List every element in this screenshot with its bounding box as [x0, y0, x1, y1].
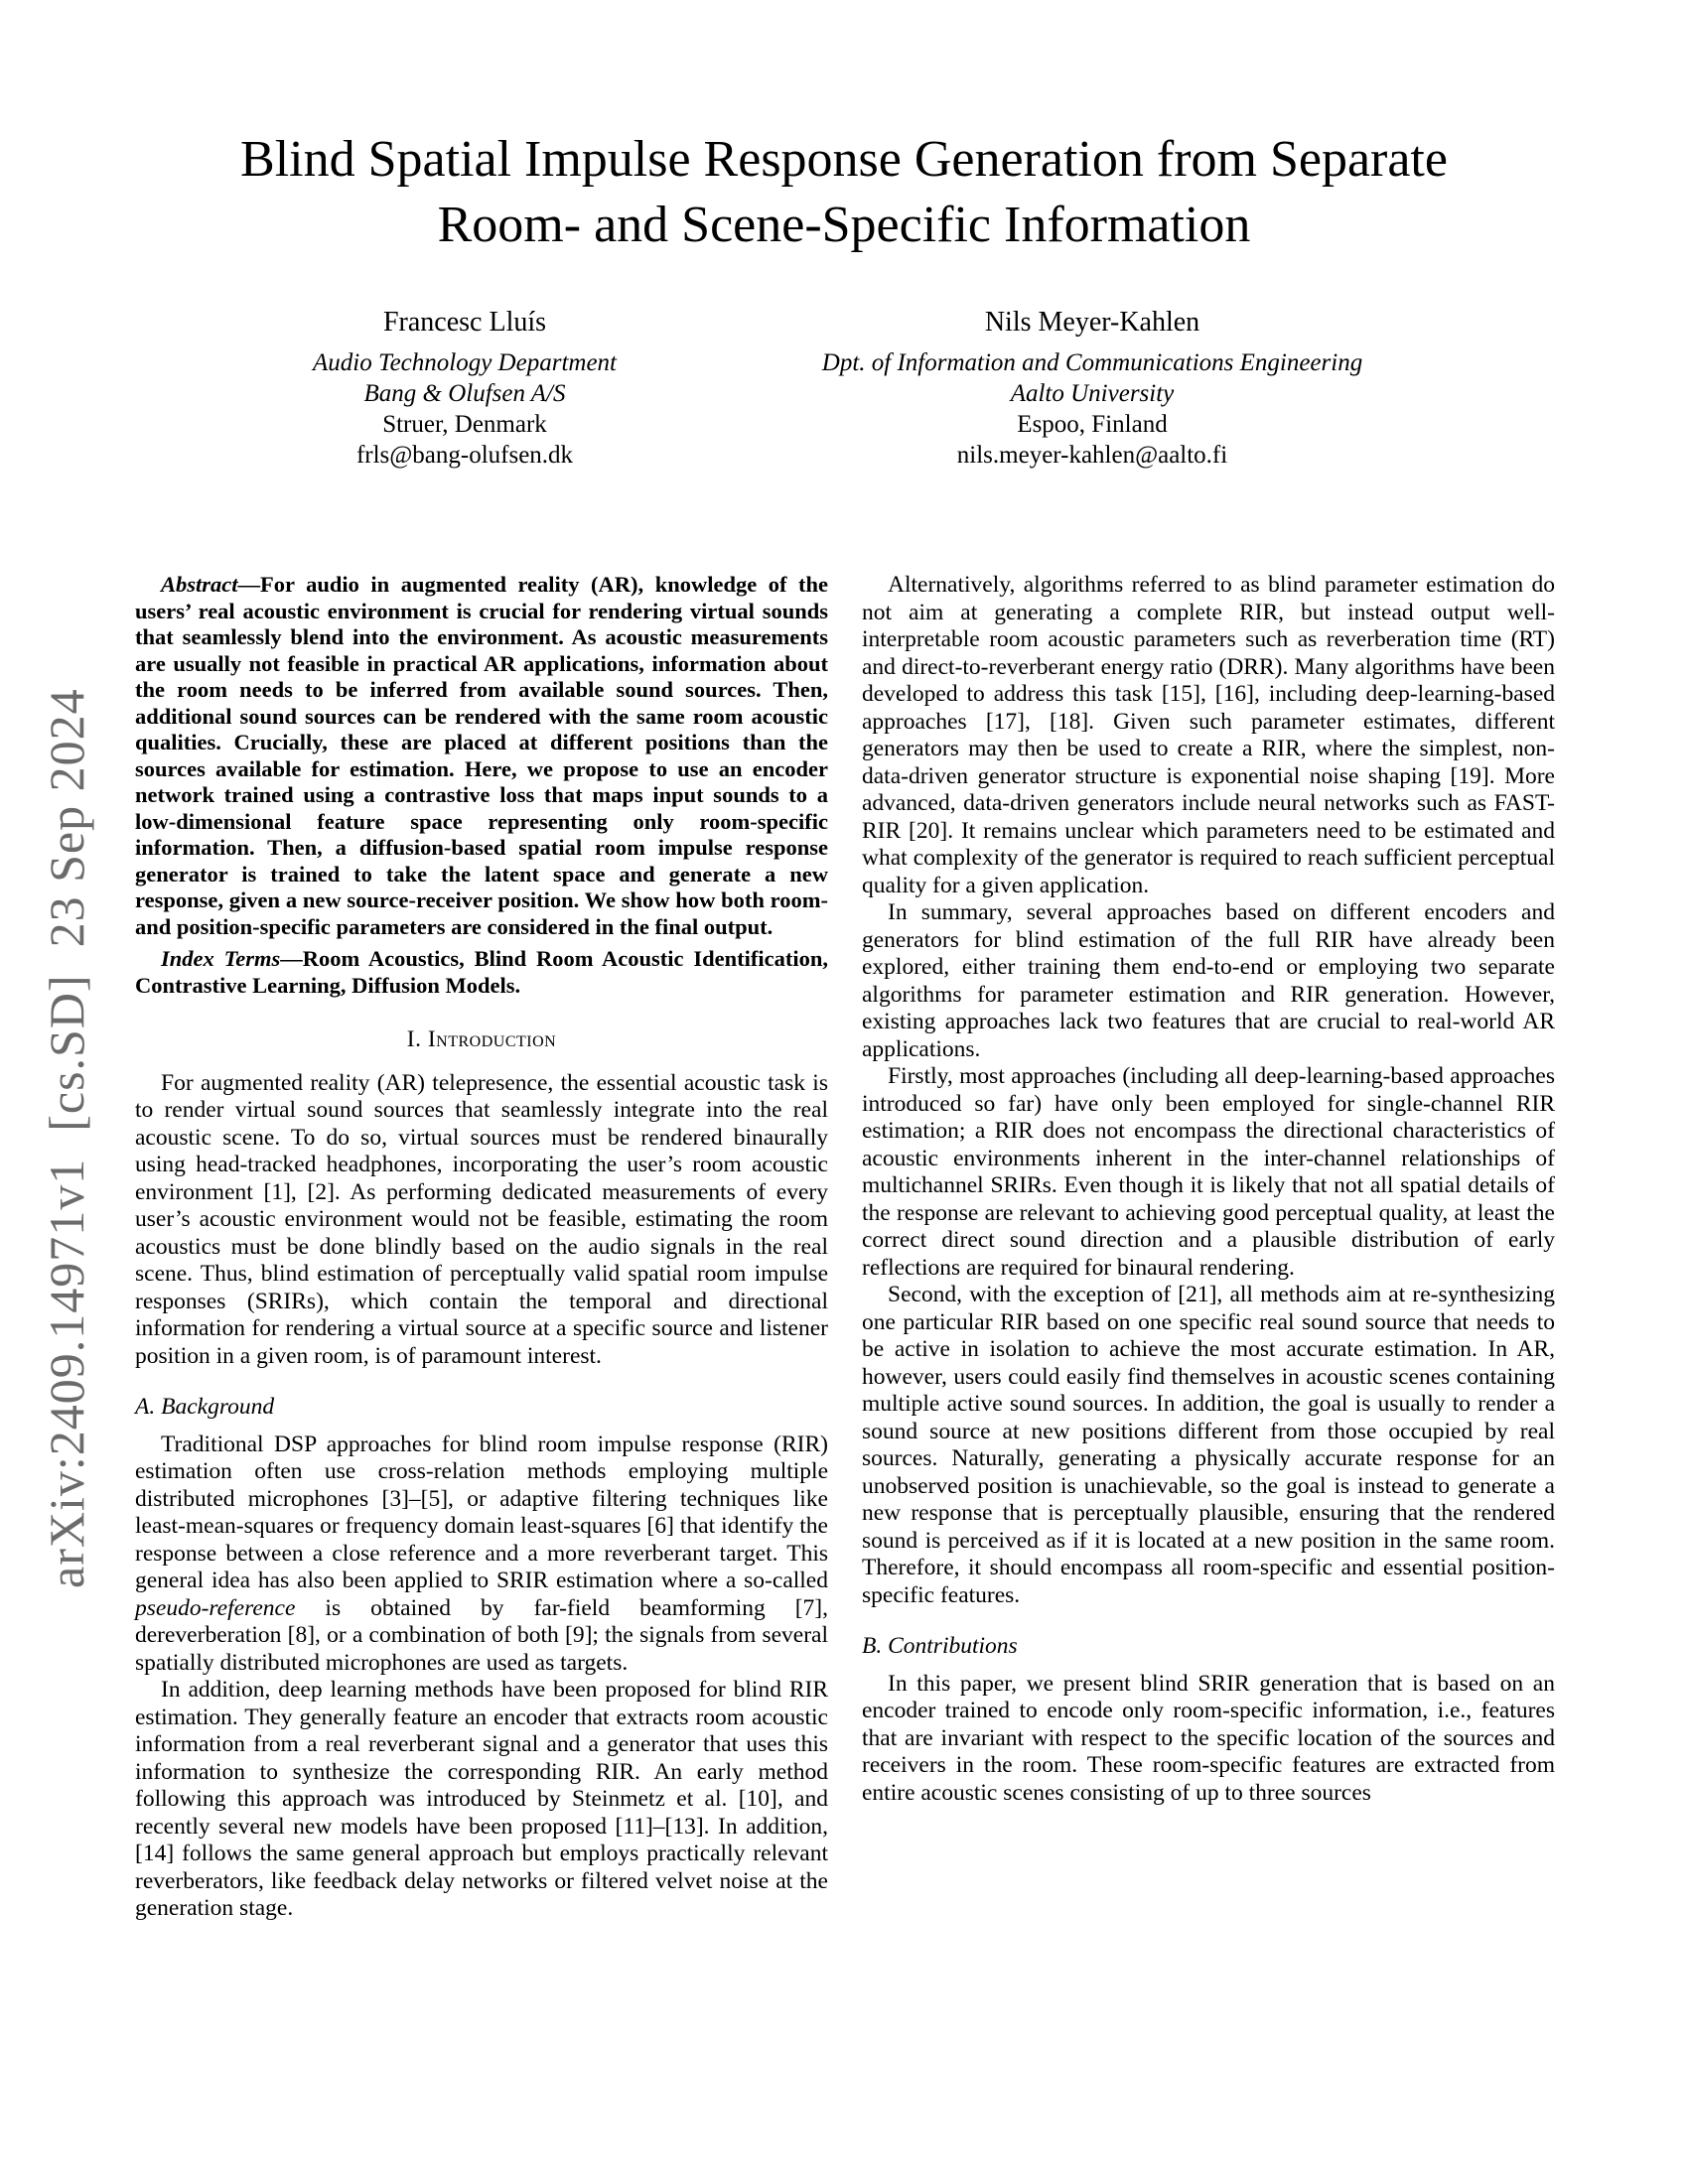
section-heading-introduction: I. Introduction: [406, 1026, 557, 1052]
paper-title: [0, 127, 1688, 258]
background-p1-part-b: is obtained by far-field beamforming [7], dereverberation [8], or a combination of both [9]; the signals from several spatially distributed microphones are used as targets.: [135, 1594, 828, 1676]
left-column: [135, 572, 828, 1923]
introduction-paragraph-1: For augmented reality (AR) telepresence, the essential acoustic task is to render virtual sound sources that seamlessly integrate into the real acoustic scene. To do so, virtual sources must be rendered binaurally using head-tracked headphones, incorporating the user’s room acoustic environment [1], [2]. As performing dedicated measurements of every user’s acoustic environment would not be feasible, estimating the room acoustics must be done blindly based on the audio signals in the real scene. Thus, blind estimation of perceptually valid spatial room impulse responses (SRIRs), which contain the temporal and directional information for rendering a virtual source at a specific source and listener position in a given room, is of paramount interest.: [135, 1069, 828, 1369]
author-block-2: [765, 306, 1420, 471]
paper-title-line1: Blind Spatial Impulse Response Generation from Separate: [240, 131, 1448, 188]
subsection-heading-background: A. Background: [135, 1394, 275, 1420]
background-p1-part-a: Traditional DSP approaches for blind room impulse response (RIR) estimation often use cross-relation methods employing multiple distributed microphones [3]–[5], or adaptive filtering techniques like least-mean-squares or frequency domain least-squares [6] that identify the response between a close reference and a more reverberant target. This general idea has also been applied to SRIR estimation where a so-called: [135, 1431, 828, 1593]
author-1-city: Struer, Denmark: [382, 411, 547, 438]
author-2-name: Nils Meyer-Kahlen: [984, 307, 1200, 338]
index-terms-body: —Room Acoustics, Blind Room Acoustic Identification, Contrastive Learning, Diffusion Models.: [135, 946, 829, 998]
subsection-heading-contributions: B. Contributions: [862, 1633, 1018, 1659]
right-paragraph-4: Second, with the exception of [21], all methods aim at re-synthesizing one particular RIR based on one specific real sound source that needs to be active in isolation to achieve the most accurate estimation. In AR, however, users could easily find themselves in acoustic scenes containing multiple active sound sources. In addition, the goal is usually to render a sound source at new positions different from those occupied by real sources. Naturally, generating a physically accurate response for an unobserved position is unachievable, so the goal is instead to generate a new response that is perceptually plausible, ensuring that the rendered sound is perceived as if it is located at a new position in the same room. Therefore, it should encompass all room-specific and essential position-specific features.: [862, 1282, 1555, 1608]
author-1-name: Francesc Lluís: [382, 307, 547, 338]
author-1-department: Audio Technology Department: [313, 349, 617, 376]
author-1-email: frls@bang-olufsen.dk: [355, 442, 574, 469]
index-terms-paragraph: [135, 946, 828, 999]
author-1-organization: Bang & Olufsen A/S: [363, 380, 566, 407]
background-p1-italic-term: pseudo-reference: [135, 1594, 296, 1621]
right-paragraph-2: In summary, several approaches based on different encoders and generators for blind estimation of the full RIR have already been explored, either training them end-to-end or employing two separate algorithms for parameter estimation and RIR generation. However, existing approaches lack two features that are crucial to real-world AR applications.: [862, 899, 1555, 1062]
author-2-email: nils.meyer-kahlen@aalto.fi: [956, 442, 1228, 469]
abstract-paragraph: [135, 572, 828, 940]
right-column: [862, 572, 1555, 1807]
author-2-city: Espoo, Finland: [1017, 411, 1168, 438]
right-paragraph-3: Firstly, most approaches (including all deep-learning-based approaches introduced so far) have only been employed for single-channel RIR estimation; a RIR does not encompass the directional characteristics of acoustic environments inherent in the inter-channel relationships of multichannel SRIRs. Even though it is likely that not all spatial details of the response are relevant to achieving good perceptual quality, at least the correct direct sound direction and a plausible distribution of early reflections are required for binaural rendering.: [862, 1063, 1555, 1281]
author-2-department: Dpt. of Information and Communications Engineering: [821, 349, 1363, 376]
background-paragraph-2: In addition, deep learning methods have been proposed for blind RIR estimation. They generally feature an encoder that extracts room acoustic information from a real reverberant signal and a generator that uses this information to synthesize the corresponding RIR. An early method following this approach was introduced by Steinmetz et al. [10], and recently several new models have been proposed [11]–[13]. In addition, [14] follows the same general approach but employs practically relevant reverberators, like feedback delay networks or filtered velvet noise at the generation stage.: [135, 1677, 828, 1921]
background-paragraph-1: [135, 1432, 828, 1678]
author-2-organization: Aalto University: [1010, 380, 1175, 407]
index-terms-label: Index Terms: [161, 946, 281, 971]
contributions-paragraph-1: In this paper, we present blind SRIR generation that is based on an encoder trained to encode only room-specific information, i.e., features that are invariant with respect to the specific location of the sources and receivers in the room. These room-specific features are extracted from entire acoustic scenes consisting of up to three sources: [862, 1670, 1555, 1806]
author-block-1: [147, 306, 782, 471]
right-paragraph-1: Alternatively, algorithms referred to as blind parameter estimation do not aim at generating a complete RIR, but instead output well-interpretable room acoustic parameters such as reverberation time (RT) and direct-to-reverberant energy ratio (DRR). Many algorithms have been developed to address this task [15], [16], including deep-learning-based approaches [17], [18]. Given such parameter estimates, different generators may then be used to create a RIR, where the simplest, non-data-driven generator structure is exponential noise shaping [19]. More advanced, data-driven generators include neural networks such as FAST-RIR [20]. It remains unclear which parameters need to be estimated and what complexity of the generator is required to reach sufficient perceptual quality for a given application.: [862, 572, 1555, 898]
abstract-label: Abstract: [161, 572, 238, 597]
paper-title-line2: Room- and Scene-Specific Information: [437, 197, 1251, 253]
abstract-body: —For audio in augmented reality (AR), knowledge of the users’ real acoustic environment is crucial for rendering virtual sounds that seamlessly blend into the environment. As acoustic measurements are usually not feasible in practical AR applications, information about the room needs to be inferred from available sound sources. Then, additional sound sources can be rendered with the same room acoustic qualities. Crucially, these are placed at different positions than the sources available for estimation. Here, we propose to use an encoder network trained using a contrastive loss that maps input sounds to a low-dimensional feature space representing only room-specific information. Then, a diffusion-based spatial room impulse response generator is trained to take the latent space and generate a new response, given a new source-receiver position. We show how both room- and position-specific parameters are considered in the final output.: [135, 572, 828, 939]
arxiv-watermark: arXiv:2409.14971v1 [cs.SD] 23 Sep 2024: [39, 688, 94, 1588]
